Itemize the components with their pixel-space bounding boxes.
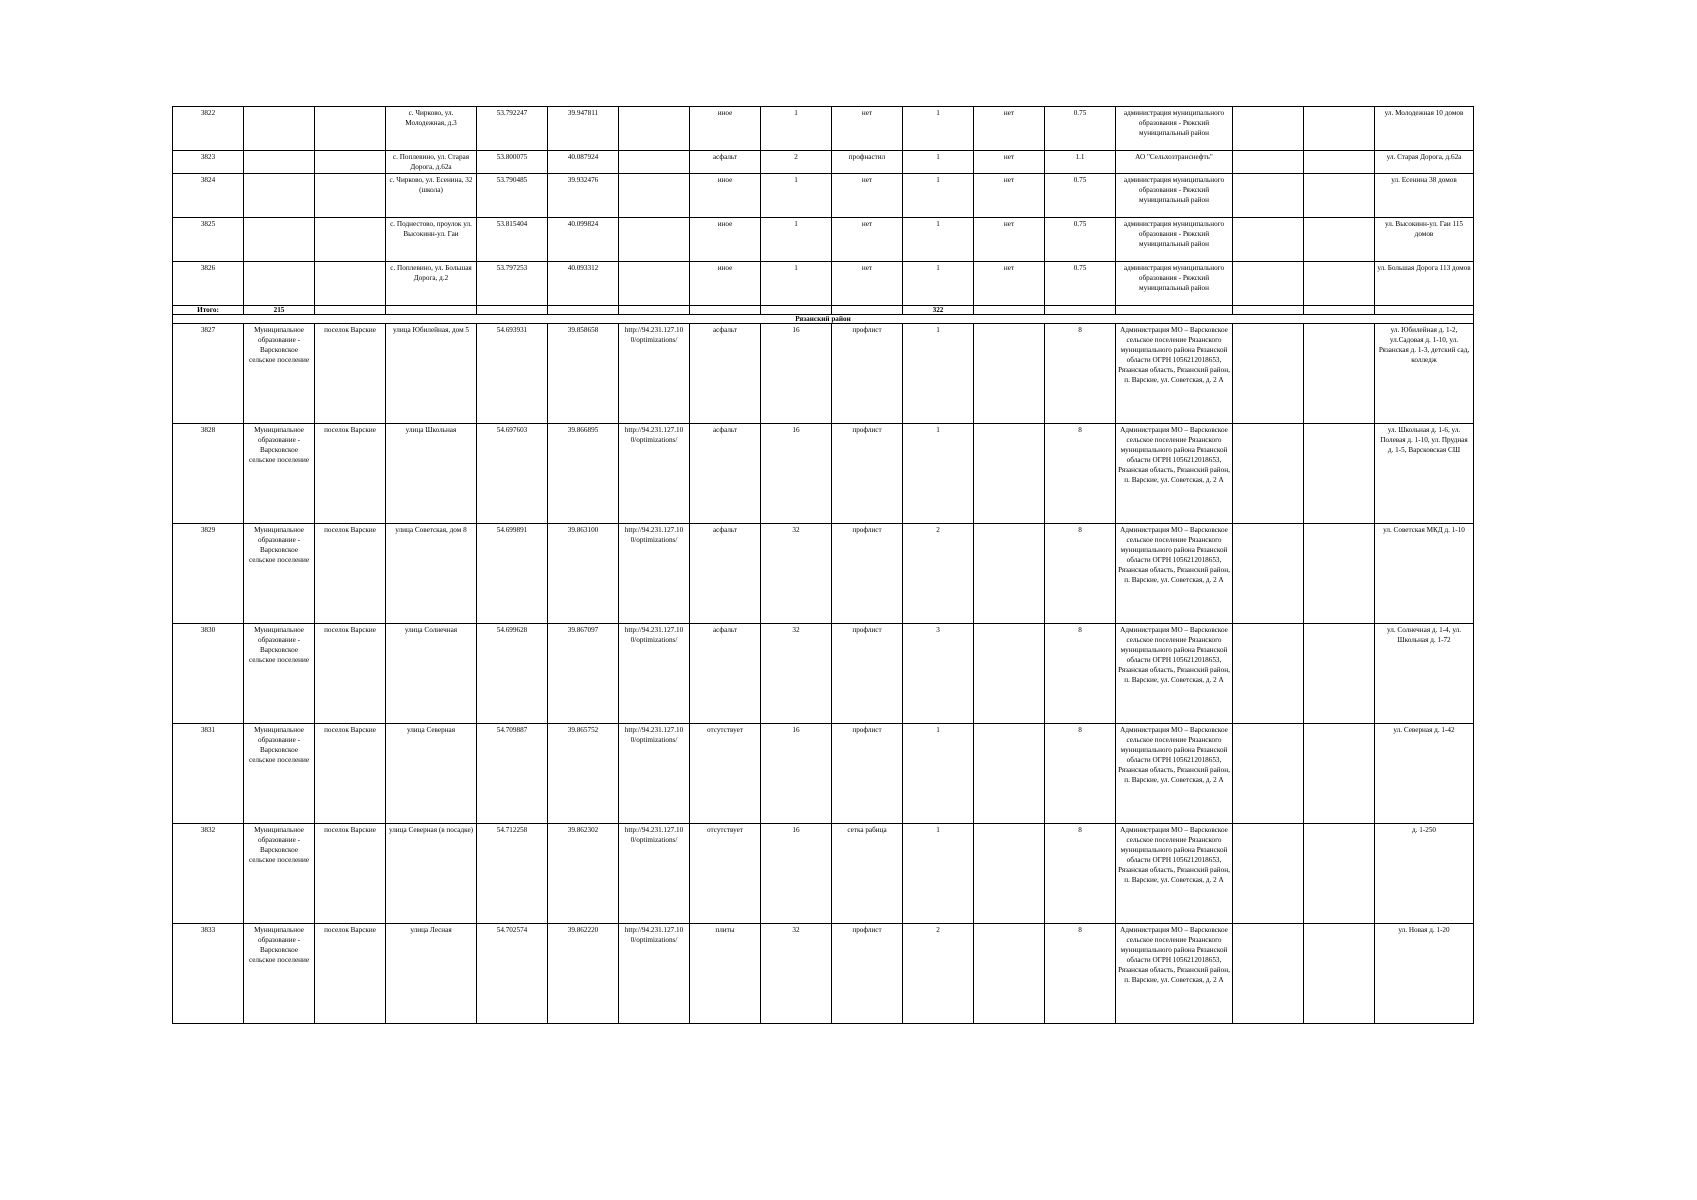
- latitude-cell: 54.702574: [477, 924, 548, 1024]
- settlement-cell: [315, 151, 386, 174]
- empty-cell: [1304, 424, 1375, 524]
- empty-cell: [832, 306, 903, 315]
- url-cell: http://94.231.127.10 0/optimizations/: [619, 724, 690, 824]
- planned-cell: [974, 724, 1045, 824]
- empty-cell: [1233, 107, 1304, 151]
- surface-cell: асфальт: [690, 524, 761, 624]
- planned-cell: нет: [974, 174, 1045, 218]
- container-count-cell: 3: [903, 624, 974, 724]
- planned-cell: нет: [974, 151, 1045, 174]
- totals-containers: 322: [903, 306, 974, 315]
- settlement-cell: поселок Варские: [315, 324, 386, 424]
- owner-cell: Администрация МО – Варсковское сельское поселение Рязанского муниципального района Рязанской области ОГРН 1056212018653, Рязанская область, Рязанский район, п. Варские, ул. Советская, д. 2 А: [1116, 324, 1233, 424]
- settlement-cell: поселок Варские: [315, 424, 386, 524]
- region-row: [173, 315, 1474, 324]
- table-row: [173, 624, 1474, 724]
- longitude-cell: 39.865752: [548, 724, 619, 824]
- table-row: [173, 824, 1474, 924]
- volume-cell: 8: [1045, 624, 1116, 724]
- address-cell: улица Юбилейная, дом 5: [386, 324, 477, 424]
- settlement-cell: [315, 218, 386, 262]
- area-cell: 2: [761, 151, 832, 174]
- row-number: 3831: [173, 724, 244, 824]
- planned-cell: [974, 824, 1045, 924]
- area-cell: 16: [761, 824, 832, 924]
- address-cell: улица Советская, дом 8: [386, 524, 477, 624]
- empty-cell: [1304, 724, 1375, 824]
- volume-cell: 0.75: [1045, 174, 1116, 218]
- latitude-cell: 53.815404: [477, 218, 548, 262]
- sources-cell: ул. Старая Дорога, д.62а: [1375, 151, 1474, 174]
- owner-cell: Администрация МО – Варсковское сельское поселение Рязанского муниципального района Рязанской области ОГРН 1056212018653, Рязанская область, Рязанский район, п. Варские, ул. Советская, д. 2 А: [1116, 424, 1233, 524]
- table-row: [173, 107, 1474, 151]
- volume-cell: 8: [1045, 524, 1116, 624]
- container-count-cell: 1: [903, 262, 974, 306]
- surface-cell: иное: [690, 107, 761, 151]
- municipality-cell: Муниципальное образование - Варсковское сельское поселение: [244, 624, 315, 724]
- url-cell: http://94.231.127.10 0/optimizations/: [619, 424, 690, 524]
- volume-cell: 8: [1045, 824, 1116, 924]
- empty-cell: [1233, 824, 1304, 924]
- empty-cell: [315, 306, 386, 315]
- fence-cell: профлист: [832, 424, 903, 524]
- surface-cell: иное: [690, 218, 761, 262]
- empty-cell: [1233, 151, 1304, 174]
- longitude-cell: 39.932476: [548, 174, 619, 218]
- owner-cell: Администрация МО – Варсковское сельское поселение Рязанского муниципального района Рязанской области ОГРН 1056212018653, Рязанская область, Рязанский район, п. Варские, ул. Советская, д. 2 А: [1116, 824, 1233, 924]
- row-number: 3830: [173, 624, 244, 724]
- longitude-cell: 39.862220: [548, 924, 619, 1024]
- area-cell: 1: [761, 107, 832, 151]
- surface-cell: отсутствует: [690, 824, 761, 924]
- empty-cell: [1304, 174, 1375, 218]
- owner-cell: Администрация МО – Варсковское сельское поселение Рязанского муниципального района Рязанской области ОГРН 1056212018653, Рязанская область, Рязанский район, п. Варские, ул. Советская, д. 2 А: [1116, 524, 1233, 624]
- empty-cell: [1304, 262, 1375, 306]
- url-cell: http://94.231.127.10 0/optimizations/: [619, 324, 690, 424]
- empty-cell: [386, 306, 477, 315]
- owner-cell: Администрация МО – Варсковское сельское поселение Рязанского муниципального района Рязанской области ОГРН 1056212018653, Рязанская область, Рязанский район, п. Варские, ул. Советская, д. 2 А: [1116, 724, 1233, 824]
- url-cell: http://94.231.127.10 0/optimizations/: [619, 824, 690, 924]
- latitude-cell: 54.709887: [477, 724, 548, 824]
- row-number: 3827: [173, 324, 244, 424]
- container-count-cell: 1: [903, 107, 974, 151]
- sources-cell: ул. Большая Дорога 113 домов: [1375, 262, 1474, 306]
- settlement-cell: [315, 174, 386, 218]
- settlement-cell: поселок Варские: [315, 724, 386, 824]
- table-row: [173, 724, 1474, 824]
- surface-cell: иное: [690, 174, 761, 218]
- municipality-cell: [244, 107, 315, 151]
- empty-cell: [1304, 524, 1375, 624]
- row-number: 3825: [173, 218, 244, 262]
- planned-cell: [974, 424, 1045, 524]
- owner-cell: администрация муниципального образования - Ряжский муниципальный район: [1116, 218, 1233, 262]
- container-count-cell: 2: [903, 524, 974, 624]
- empty-cell: [1304, 824, 1375, 924]
- address-cell: улица Солнечная: [386, 624, 477, 724]
- table-row: [173, 324, 1474, 424]
- row-number: 3832: [173, 824, 244, 924]
- municipality-cell: Муниципальное образование - Варсковское сельское поселение: [244, 524, 315, 624]
- area-cell: 1: [761, 262, 832, 306]
- latitude-cell: 53.792247: [477, 107, 548, 151]
- empty-cell: [1304, 107, 1375, 151]
- empty-cell: [1233, 924, 1304, 1024]
- municipality-cell: [244, 151, 315, 174]
- row-number: 3829: [173, 524, 244, 624]
- latitude-cell: 54.693931: [477, 324, 548, 424]
- empty-cell: [1304, 151, 1375, 174]
- surface-cell: отсутствует: [690, 724, 761, 824]
- fence-cell: сетка рабица: [832, 824, 903, 924]
- volume-cell: 0.75: [1045, 218, 1116, 262]
- empty-cell: [1233, 218, 1304, 262]
- area-cell: 32: [761, 624, 832, 724]
- totals-row: [173, 306, 1474, 315]
- table-row: [173, 524, 1474, 624]
- latitude-cell: 53.797253: [477, 262, 548, 306]
- sources-cell: д. 1-250: [1375, 824, 1474, 924]
- surface-cell: асфальт: [690, 151, 761, 174]
- surface-cell: иное: [690, 262, 761, 306]
- planned-cell: [974, 924, 1045, 1024]
- empty-cell: [1233, 324, 1304, 424]
- url-cell: http://94.231.127.10 0/optimizations/: [619, 924, 690, 1024]
- settlement-cell: поселок Варские: [315, 824, 386, 924]
- address-cell: улица Северная (в посадке): [386, 824, 477, 924]
- empty-cell: [1233, 724, 1304, 824]
- area-cell: 32: [761, 524, 832, 624]
- row-number: 3824: [173, 174, 244, 218]
- settlement-cell: поселок Варские: [315, 624, 386, 724]
- address-cell: с. Чирково, ул. Молодежная, д.3: [386, 107, 477, 151]
- longitude-cell: 39.866895: [548, 424, 619, 524]
- address-cell: улица Школьная: [386, 424, 477, 524]
- owner-cell: Администрация МО – Варсковское сельское поселение Рязанского муниципального района Рязанской области ОГРН 1056212018653, Рязанская область, Рязанский район, п. Варские, ул. Советская, д. 2 А: [1116, 624, 1233, 724]
- row-number: 3826: [173, 262, 244, 306]
- container-count-cell: 1: [903, 324, 974, 424]
- planned-cell: [974, 624, 1045, 724]
- sources-cell: ул. Высокинн-ул. Гаи 115 домов: [1375, 218, 1474, 262]
- fence-cell: профлист: [832, 524, 903, 624]
- address-cell: с. Поплевино, ул. Старая Дорога, д.62а: [386, 151, 477, 174]
- sources-cell: ул. Юбилейная д. 1-2, ул.Садовая д. 1-10, ул. Рязанская д. 1-3, детский сад, колледж: [1375, 324, 1474, 424]
- volume-cell: 8: [1045, 324, 1116, 424]
- empty-cell: [1375, 306, 1474, 315]
- surface-cell: асфальт: [690, 624, 761, 724]
- table-row: [173, 218, 1474, 262]
- row-number: 3823: [173, 151, 244, 174]
- empty-cell: [619, 306, 690, 315]
- empty-cell: [548, 306, 619, 315]
- container-count-cell: 1: [903, 174, 974, 218]
- url-cell: http://94.231.127.10 0/optimizations/: [619, 524, 690, 624]
- municipality-cell: Муниципальное образование - Варсковское сельское поселение: [244, 824, 315, 924]
- volume-cell: 8: [1045, 924, 1116, 1024]
- area-cell: 16: [761, 324, 832, 424]
- table-row: [173, 424, 1474, 524]
- municipality-cell: Муниципальное образование - Варсковское сельское поселение: [244, 324, 315, 424]
- volume-cell: 8: [1045, 724, 1116, 824]
- empty-cell: [1304, 306, 1375, 315]
- longitude-cell: 40.093312: [548, 262, 619, 306]
- planned-cell: нет: [974, 107, 1045, 151]
- empty-cell: [1233, 524, 1304, 624]
- container-count-cell: 1: [903, 724, 974, 824]
- latitude-cell: 53.800075: [477, 151, 548, 174]
- fence-cell: профлист: [832, 324, 903, 424]
- volume-cell: 0.75: [1045, 107, 1116, 151]
- longitude-cell: 39.863100: [548, 524, 619, 624]
- latitude-cell: 54.697603: [477, 424, 548, 524]
- owner-cell: АО "Сельхозтранснефть": [1116, 151, 1233, 174]
- table-row: [173, 262, 1474, 306]
- address-cell: улица Лесная: [386, 924, 477, 1024]
- area-cell: 1: [761, 218, 832, 262]
- empty-cell: [1304, 218, 1375, 262]
- owner-cell: Администрация МО – Варсковское сельское поселение Рязанского муниципального района Рязанской области ОГРН 1056212018653, Рязанская область, Рязанский район, п. Варские, ул. Советская, д. 2 А: [1116, 924, 1233, 1024]
- url-cell: [619, 107, 690, 151]
- table-row: [173, 151, 1474, 174]
- url-cell: [619, 174, 690, 218]
- settlement-cell: [315, 107, 386, 151]
- latitude-cell: 54.712258: [477, 824, 548, 924]
- url-cell: [619, 151, 690, 174]
- latitude-cell: 53.790485: [477, 174, 548, 218]
- owner-cell: администрация муниципального образования - Ряжский муниципальный район: [1116, 262, 1233, 306]
- url-cell: [619, 262, 690, 306]
- row-number: 3828: [173, 424, 244, 524]
- empty-cell: [1233, 624, 1304, 724]
- longitude-cell: 39.862302: [548, 824, 619, 924]
- empty-cell: [1233, 262, 1304, 306]
- address-cell: с. Поплевино, ул. Большая Дорога, д.2: [386, 262, 477, 306]
- sources-cell: ул. Солнечная д. 1-4, ул. Школьная д. 1-72: [1375, 624, 1474, 724]
- area-cell: 1: [761, 174, 832, 218]
- container-count-cell: 1: [903, 151, 974, 174]
- address-cell: с. Поднестово, проулок ул. Высокинн-ул. Гаи: [386, 218, 477, 262]
- empty-cell: [477, 306, 548, 315]
- empty-cell: [1116, 306, 1233, 315]
- municipality-cell: [244, 174, 315, 218]
- fence-cell: профнастил: [832, 151, 903, 174]
- fence-cell: профлист: [832, 624, 903, 724]
- container-count-cell: 1: [903, 424, 974, 524]
- longitude-cell: 40.099824: [548, 218, 619, 262]
- area-cell: 16: [761, 424, 832, 524]
- municipality-cell: Муниципальное образование - Варсковское сельское поселение: [244, 424, 315, 524]
- empty-cell: [1233, 424, 1304, 524]
- row-number: 3822: [173, 107, 244, 151]
- region-title: Рязанский район: [173, 315, 1474, 324]
- longitude-cell: 39.858658: [548, 324, 619, 424]
- container-count-cell: 1: [903, 824, 974, 924]
- url-cell: http://94.231.127.10 0/optimizations/: [619, 624, 690, 724]
- volume-cell: 8: [1045, 424, 1116, 524]
- url-cell: [619, 218, 690, 262]
- area-cell: 32: [761, 924, 832, 1024]
- fence-cell: нет: [832, 174, 903, 218]
- empty-cell: [690, 306, 761, 315]
- sources-cell: ул. Школьная д. 1-6, ул. Полевая д. 1-10, ул. Прудная д. 1-5, Варсковская СШ: [1375, 424, 1474, 524]
- surface-cell: плиты: [690, 924, 761, 1024]
- empty-cell: [1233, 174, 1304, 218]
- empty-cell: [1233, 306, 1304, 315]
- area-cell: 16: [761, 724, 832, 824]
- sources-cell: ул. Советская МКД д. 1-10: [1375, 524, 1474, 624]
- sources-cell: ул. Молодежная 10 домов: [1375, 107, 1474, 151]
- municipality-cell: Муниципальное образование - Варсковское сельское поселение: [244, 924, 315, 1024]
- container-count-cell: 2: [903, 924, 974, 1024]
- settlement-cell: поселок Варские: [315, 524, 386, 624]
- fence-cell: нет: [832, 107, 903, 151]
- fence-cell: профлист: [832, 924, 903, 1024]
- registry-table: [172, 106, 1474, 1024]
- address-cell: улица Северная: [386, 724, 477, 824]
- municipality-cell: Муниципальное образование - Варсковское сельское поселение: [244, 724, 315, 824]
- volume-cell: 1.1: [1045, 151, 1116, 174]
- longitude-cell: 40.087924: [548, 151, 619, 174]
- planned-cell: нет: [974, 218, 1045, 262]
- address-cell: с. Чирково, ул. Есенина, 32 (школа): [386, 174, 477, 218]
- row-number: 3833: [173, 924, 244, 1024]
- surface-cell: асфальт: [690, 324, 761, 424]
- settlement-cell: поселок Варские: [315, 924, 386, 1024]
- totals-count: 215: [244, 306, 315, 315]
- sources-cell: ул. Есенина 38 домов: [1375, 174, 1474, 218]
- fence-cell: профлист: [832, 724, 903, 824]
- municipality-cell: [244, 218, 315, 262]
- empty-cell: [974, 306, 1045, 315]
- empty-cell: [1304, 924, 1375, 1024]
- owner-cell: администрация муниципального образования - Ряжский муниципальный район: [1116, 107, 1233, 151]
- sources-cell: ул. Северная д. 1-42: [1375, 724, 1474, 824]
- empty-cell: [1045, 306, 1116, 315]
- empty-cell: [761, 306, 832, 315]
- settlement-cell: [315, 262, 386, 306]
- planned-cell: [974, 324, 1045, 424]
- latitude-cell: 54.699891: [477, 524, 548, 624]
- table-row: [173, 174, 1474, 218]
- container-count-cell: 1: [903, 218, 974, 262]
- fence-cell: нет: [832, 218, 903, 262]
- sources-cell: ул. Новая д. 1-20: [1375, 924, 1474, 1024]
- municipality-cell: [244, 262, 315, 306]
- totals-label: Итого:: [173, 306, 244, 315]
- planned-cell: нет: [974, 262, 1045, 306]
- table-row: [173, 924, 1474, 1024]
- longitude-cell: 39.867097: [548, 624, 619, 724]
- owner-cell: администрация муниципального образования - Ряжский муниципальный район: [1116, 174, 1233, 218]
- planned-cell: [974, 524, 1045, 624]
- volume-cell: 0.75: [1045, 262, 1116, 306]
- surface-cell: асфальт: [690, 424, 761, 524]
- longitude-cell: 39.947811: [548, 107, 619, 151]
- empty-cell: [1304, 324, 1375, 424]
- empty-cell: [1304, 624, 1375, 724]
- latitude-cell: 54.699628: [477, 624, 548, 724]
- fence-cell: нет: [832, 262, 903, 306]
